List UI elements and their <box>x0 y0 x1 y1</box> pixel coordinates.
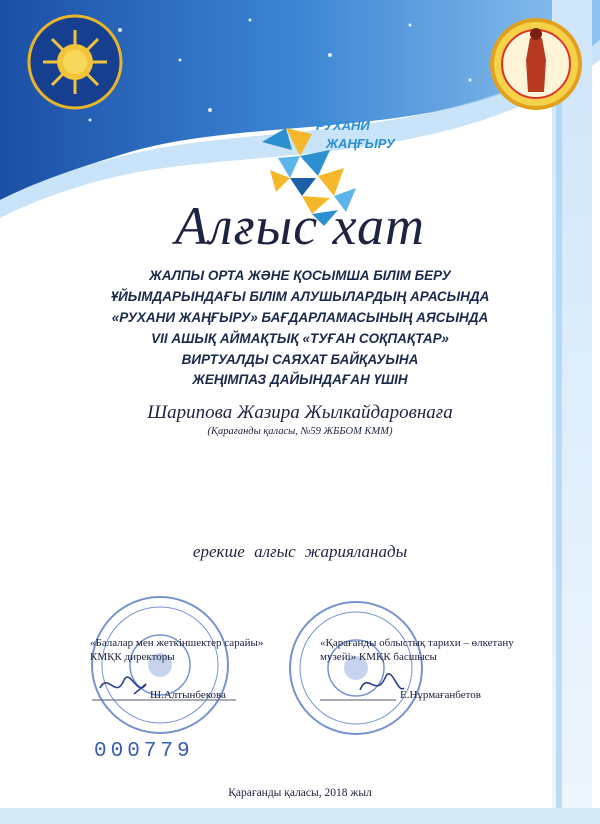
gratitude-text: ерекше алғыс жарияланады <box>192 542 408 561</box>
sun-emblem-icon <box>29 16 121 108</box>
certificate-title: Алғыс хат <box>175 196 425 256</box>
right-signer-org-line2: музейі» КМҚК басшысы <box>320 651 437 663</box>
serial-number: 000779 <box>94 740 194 763</box>
right-signer-org <box>320 636 514 664</box>
footer-location-year: Қарағанды қаласы, 2018 жыл <box>228 787 372 799</box>
left-signer-org-line2: КМҚК директоры <box>90 651 175 663</box>
reason-line-6: ЖЕҢІМПАЗ ДАЙЫНДАҒАН ҮШІН <box>192 372 408 387</box>
reason-line-5: ВИРТУАЛДЫ САЯХАТ БАЙҚАУЫНА <box>181 352 419 367</box>
left-stamp-icon <box>92 597 228 733</box>
recipient-name: Шарипова Жазира Жылкайдаровнаға <box>147 402 453 423</box>
reason-line-3: «РУХАНИ ЖАҢҒЫРУ» БАҒДАРЛАМАСЫНЫҢ АЯСЫНДА <box>111 310 489 325</box>
left-signer-name: Ш.Алтынбекова <box>150 689 226 701</box>
right-signer-name: Е.Нұрмағанбетов <box>400 689 481 701</box>
left-signer-org <box>90 636 263 664</box>
recipient-organization: (Қарағанды қаласы, №59 ЖББОМ КММ) <box>207 426 393 437</box>
right-signer-org-line1: «Қарағанды облыстық тарихи – өлкетану <box>320 637 514 649</box>
reason-line-1: ЖАЛПЫ ОРТА ЖӘНЕ ҚОСЫМША БІЛІМ БЕРУ <box>149 268 451 283</box>
logo-line2: ЖАҢҒЫРУ <box>326 136 395 151</box>
logo-line1: РУХАНИ <box>316 118 370 133</box>
left-signer-org-line1: «Балалар мен жеткіншектер сарайы» <box>90 637 264 649</box>
reason-line-2: ҰЙЫМДАРЫНДАҒЫ БІЛІМ АЛУШЫЛАРДЫҢ АРАСЫНДА <box>110 289 490 304</box>
right-stamp-icon <box>290 602 422 734</box>
museum-emblem-icon <box>492 20 580 108</box>
reason-line-4: VII АШЫҚ АЙМАҚТЫҚ «ТУҒАН СОҚПАҚТАР» <box>151 331 449 346</box>
